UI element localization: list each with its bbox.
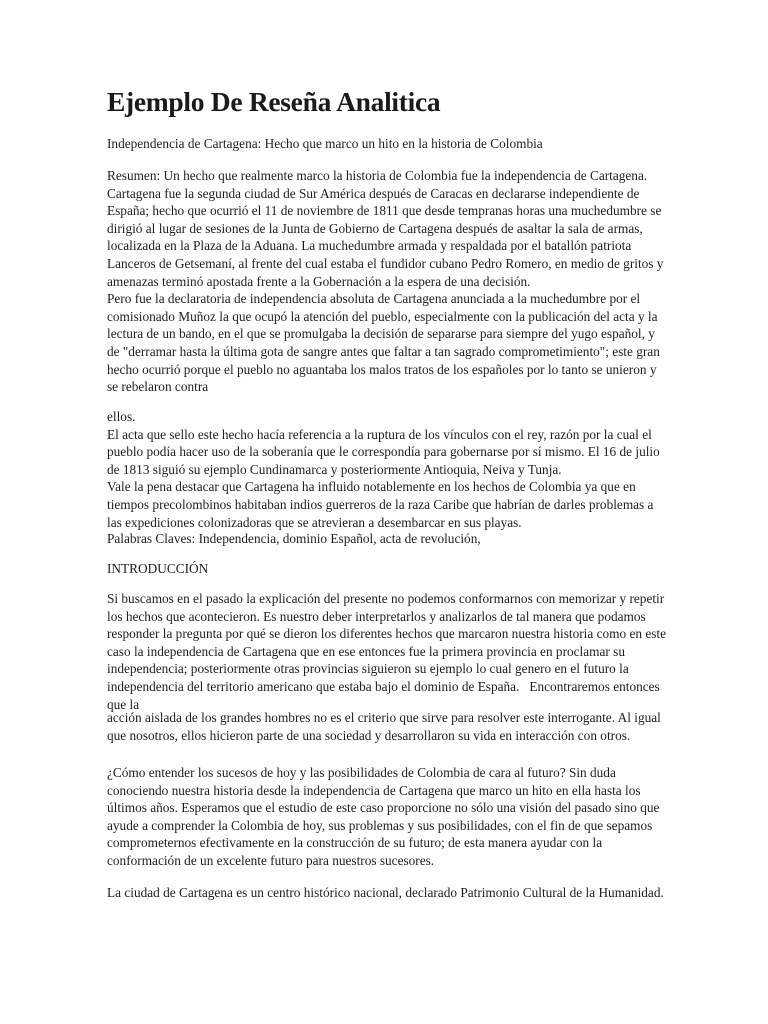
resumen-line: se rebelaron contra [107,379,209,395]
resumen-line: Pero fue la declaratoria de independencia absoluta de Cartagena anunciada a la muchedumbre por el [107,291,641,307]
como-entender-paragraph [107,764,663,870]
como-entender-line: ayude a comprender la Colombia de hoy, sus problemas y sus posibilidades, con el fin de que sepamos [107,817,653,833]
resumen-line: Resumen: Un hecho que realmente marco la historia de Colombia fue la independencia de Cartagena. [107,168,648,183]
acta-line: tiempos precolombinos habitaban indios guerreros de la raza Caribe que habrían de darles problemas a [107,496,654,512]
introduccion-line: que la [107,696,140,712]
resumen-line: España; hecho que ocurrió el 11 de noviembre de 1811 que desde tempranas horas una muchedumbre se [107,203,662,219]
como-entender-line: ¿Cómo entender los sucesos de hoy y las posibilidades de Colombia de cara al futuro? Sin duda [107,765,616,780]
ciudad-paragraph [107,884,663,902]
document-title: Ejemplo De Reseña Analitica [107,86,441,117]
introduccion-paragraph [107,590,667,713]
acta-line: ellos. [107,409,136,424]
subtitle-line: Independencia de Cartagena: Hecho que marco un hito en la historia de Colombia [107,136,543,151]
introduccion-line: los hechos que acontecieron. Es nuestro deber interpretarlos y analizarlos de tal manera que podamos [107,608,646,624]
acta-line: El acta que sello este hecho hacía referencia a la ruptura de los vínculos con el rey, razón por la cual el [107,426,652,442]
palabras-claves [107,530,663,548]
resumen-line: Lanceros de Getsemaní, al frente del cual estaba el fundidor cubano Pedro Romero, en medio de gritos y [107,255,664,271]
acta-line: las expediciones colonizadoras que se atrevieran a desembarcar en sus playas. [107,514,522,530]
introduccion-line: responder la pregunta por qué se dieron los diferentes hechos que marcaron nuestra historia como en este [107,626,667,642]
resumen-line: dirigió al lugar de sesiones de la Junta de Gobierno de Cartagena después de asaltar la sala de armas, [107,220,643,236]
acta-line: Vale la pena destacar que Cartagena ha influido notablemente en los hechos de Colombia ya que en [107,479,636,495]
resumen-line: Cartagena fue la segunda ciudad de Sur América después de Caracas en declararse independiente de [107,185,640,201]
introduccion-line: independencia; posteriormente otras provincias siguieron su ejemplo lo cual genero en el futuro la [107,661,629,677]
ciudad-line: La ciudad de Cartagena es un centro histórico nacional, declarado Patrimonio Cultural de la Humanidad. [107,885,664,900]
como-entender-line: últimos años. Esperamos que el estudio de este caso proporcione no sólo una visión del pasado sino que [107,800,660,816]
como-entender-line: conociendo nuestra historia desde la independencia de Cartagena que marco un hito en ella hasta los [107,782,641,798]
resumen-line: hecho ocurrió porque el pueblo no aguantaba los malos tratos de los españoles por lo tanto se unieron y [107,361,657,377]
como-entender-line: conformación de un excelente futuro para nuestros sucesores. [107,852,435,868]
acta-line: pueblo podía hacer uso de la soberanía que le correspondía para gobernarse por sí mismo. El 16 de julio [107,444,660,460]
resumen-line: localizada en la Plaza de la Aduana. La muchedumbre armada y respaldada por el batallón patriota [107,238,632,254]
document-subtitle [107,135,663,153]
introduccion-heading-line: INTRODUCCIÓN [107,561,209,576]
introduccion-line: caso la independencia de Cartagena que en ese entonces fue la primera provincia en proclamar su [107,643,625,659]
accion-paragraph [107,709,663,744]
introduccion-heading [107,560,663,578]
como-entender-line: comprometernos efectivamente en la construcción de su futuro; de esta manera ayudar con la [107,835,603,851]
acta-paragraph [107,408,663,531]
resumen-line: de "derramar hasta la última gota de sangre antes que faltar a tan sagrado comprometimiento"; este gran [107,343,660,359]
acta-line: de 1813 siguió su ejemplo Cundinamarca y posteriormente Antioquia, Neiva y Tunja. [107,461,562,477]
resumen-paragraph [107,167,663,396]
accion-line: que nosotros, ellos hicieron parte de una sociedad y desarrollaron su vida en interacción con otros. [107,727,631,743]
resumen-line: comisionado Muñoz la que ocupó la atención del pueblo, especialmente con la publicación del acta y la [107,308,658,324]
palabras-claves-line: Palabras Claves: Independencia, dominio Español, acta de revolución, [107,531,481,546]
resumen-line: lectura de un bando, en el que se promulgaba la decisión de separarse para siempre del yugo español, y [107,326,655,342]
accion-line: acción aislada de los grandes hombres no es el criterio que sirve para resolver este interrogante. Al igual [107,710,661,725]
introduccion-line: independencia del territorio americano que estaba bajo el dominio de España. Encontraremos entonces [107,678,660,694]
introduccion-line: Si buscamos en el pasado la explicación del presente no podemos conformarnos con memorizar y repetir [107,591,665,606]
resumen-line: amenazas terminó apostada frente a la Gobernación a la espera de una decisión. [107,273,531,289]
